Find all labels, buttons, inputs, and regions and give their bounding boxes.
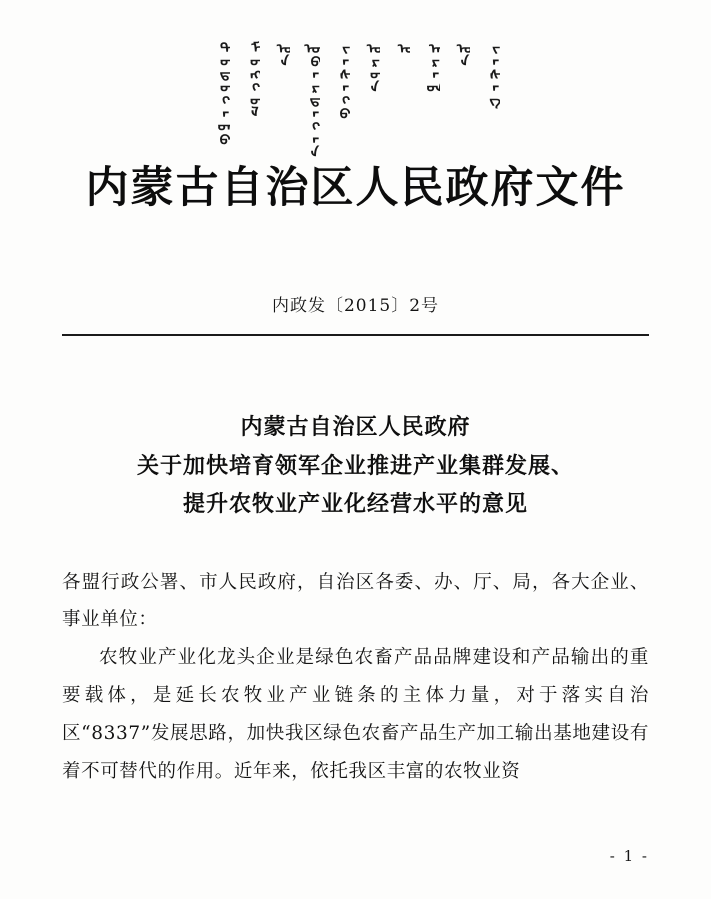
document-title: 内蒙古自治区人民政府文件	[85, 163, 626, 213]
body-paragraph-salutation: 各盟行政公署、市人民政府，自治区各委、办、厅、局，各大企业、事业单位：	[62, 571, 649, 631]
mongolian-word: ᠤ	[391, 40, 410, 53]
mongolian-word: ᠵᠠᠰᠠᠬᠤ	[331, 40, 350, 118]
mongolian-word: ᠥᠪᠡᠷᠲᠡᠭᠡᠨ	[301, 40, 320, 157]
document-number: 内政发〔2015〕2号	[271, 296, 440, 316]
header-divider	[62, 334, 649, 336]
mongolian-word: ᠣᠷᠣᠨ	[361, 40, 380, 92]
mongolian-word: ᠮᠣᠩᠭᠣᠯ	[241, 40, 260, 118]
mongolian-word: ᠠᠷᠠᠳ	[421, 40, 440, 92]
body-paragraph-1: 农牧业产业化龙头企业是绿色农畜产品品牌建设和产品输出的重要载体，是延长农牧业产业链条的主体力量，对于落实自治区“8337”发展思路，加快我区绿色农畜产品生产加工输出基地建设有着不可替代的作用。近年来，依托我区丰富的农牧业资	[62, 647, 649, 783]
heading-line-1: 内蒙古自治区人民政府	[240, 414, 471, 440]
heading-line-2: 关于加快培育领军企业推进产业集群发展、	[136, 452, 574, 479]
mongolian-word: ᠵᠠᠰᠠᠭ	[481, 40, 500, 105]
mongolian-word: ᠤᠨ	[271, 40, 290, 66]
notice-heading	[62, 408, 649, 524]
document-body	[62, 564, 649, 792]
heading-line-3: 提升农牧业产业化经营水平的意见	[182, 491, 528, 517]
mongolian-header	[62, 0, 649, 157]
page-number: - 1 -	[609, 847, 649, 865]
mongolian-word: ᠤᠨ	[451, 40, 470, 66]
mongolian-word: ᠳᠣᠲᠣᠭᠠᠳᠦ	[211, 40, 230, 144]
